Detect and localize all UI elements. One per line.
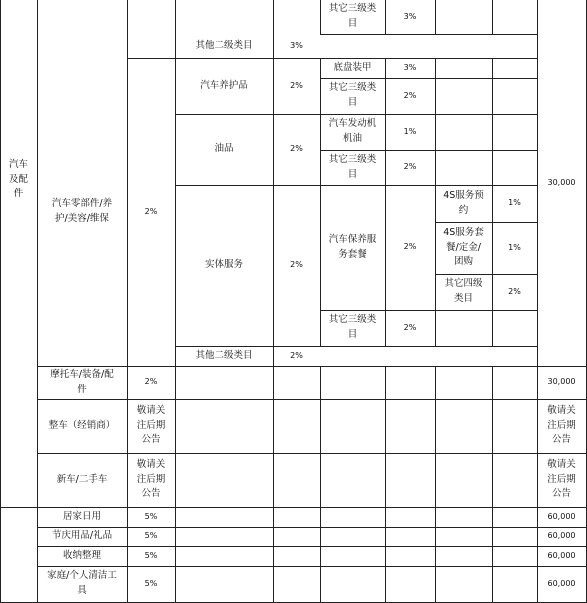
oil-other-l3-pct: 2% [403,162,417,172]
s4-pkg-label: 4S服务套 餐/定金/ 团购 [443,226,484,268]
auto-parts-label: 汽车零部件/养 护/美容/维保 [51,198,113,224]
moto-pct: 2% [144,377,158,387]
cleaning-deposit: 60,000 [547,578,576,588]
maint-pkg-label: 汽车保养服 务套餐 [328,233,377,260]
engine-oil-pct: 1% [403,126,417,136]
auto-parts-pct: 2% [144,206,158,216]
moto-deposit: 30,000 [547,377,576,387]
storage-deposit: 60,000 [547,550,576,560]
care-other-l3-pct: 2% [403,90,417,100]
car-care-pct: 2% [290,80,303,90]
row-other-l2b-label: 其他二级类目 [195,349,253,361]
s4-booking-pct: 1% [508,198,521,208]
daily-pct: 5% [144,511,158,521]
cleaning-label: 家庭/个人清洁工 具 [47,570,117,596]
service-pct: 2% [290,260,303,270]
festive-deposit: 60,000 [547,531,576,541]
s4-booking-label: 4S服务预 约 [443,189,484,216]
care-other-l3-label: 其它三级类 目 [328,82,377,108]
row-other-l2b-pct: 2% [290,350,303,360]
s4-pkg-pct: 1% [508,242,521,252]
row-other-l3-top-label: 其它三级类 目 [328,3,377,29]
festive-pct: 5% [144,531,158,541]
new-used-note: 敬请关 注后期 公告 [136,458,166,500]
storage-pct: 5% [144,550,158,560]
daily-deposit: 60,000 [547,511,576,521]
auto-parts-deposit: 30,000 [547,177,576,187]
chassis-label: 底盘装甲 [333,61,372,73]
other-l4-label: 其它四级 类目 [444,278,483,304]
new-used-label: 新车/二手车 [56,473,108,485]
other-l4-pct: 2% [508,286,521,296]
service-label: 实体服务 [204,259,243,271]
maint-pkg-pct: 2% [403,242,417,252]
category-auto: 汽车 及配 件 [8,158,28,200]
service-other-l3-pct: 2% [403,322,417,332]
festive-label: 节庆用品/礼品 [51,530,113,542]
daily-label: 居家日用 [62,510,101,522]
new-used-deposit: 敬请关 注后期 公告 [547,458,576,500]
storage-label: 收纳整理 [62,549,101,561]
cleaning-pct: 5% [144,578,158,588]
oil-other-l3-label: 其它三级类 目 [328,153,377,180]
whole-car-label: 整车（经销商） [48,419,116,431]
chassis-pct: 3% [403,62,417,72]
row-other-l3-top-pct: 3% [403,11,417,21]
service-other-l3-label: 其它三级类 目 [328,314,377,340]
engine-oil-label: 汽车发动机 机油 [328,118,377,144]
moto-label: 摩托车/装备/配 件 [50,368,114,395]
car-care-label: 汽车养护品 [200,79,248,91]
whole-car-note: 敬请关 注后期 公告 [136,404,166,446]
oil-label: 油品 [214,143,234,155]
row-other-l2a-pct: 3% [290,40,303,50]
row-other-l2a-label: 其他二级类目 [195,39,253,51]
whole-car-deposit: 敬请关 注后期 公告 [547,404,576,446]
oil-pct: 2% [290,144,303,154]
